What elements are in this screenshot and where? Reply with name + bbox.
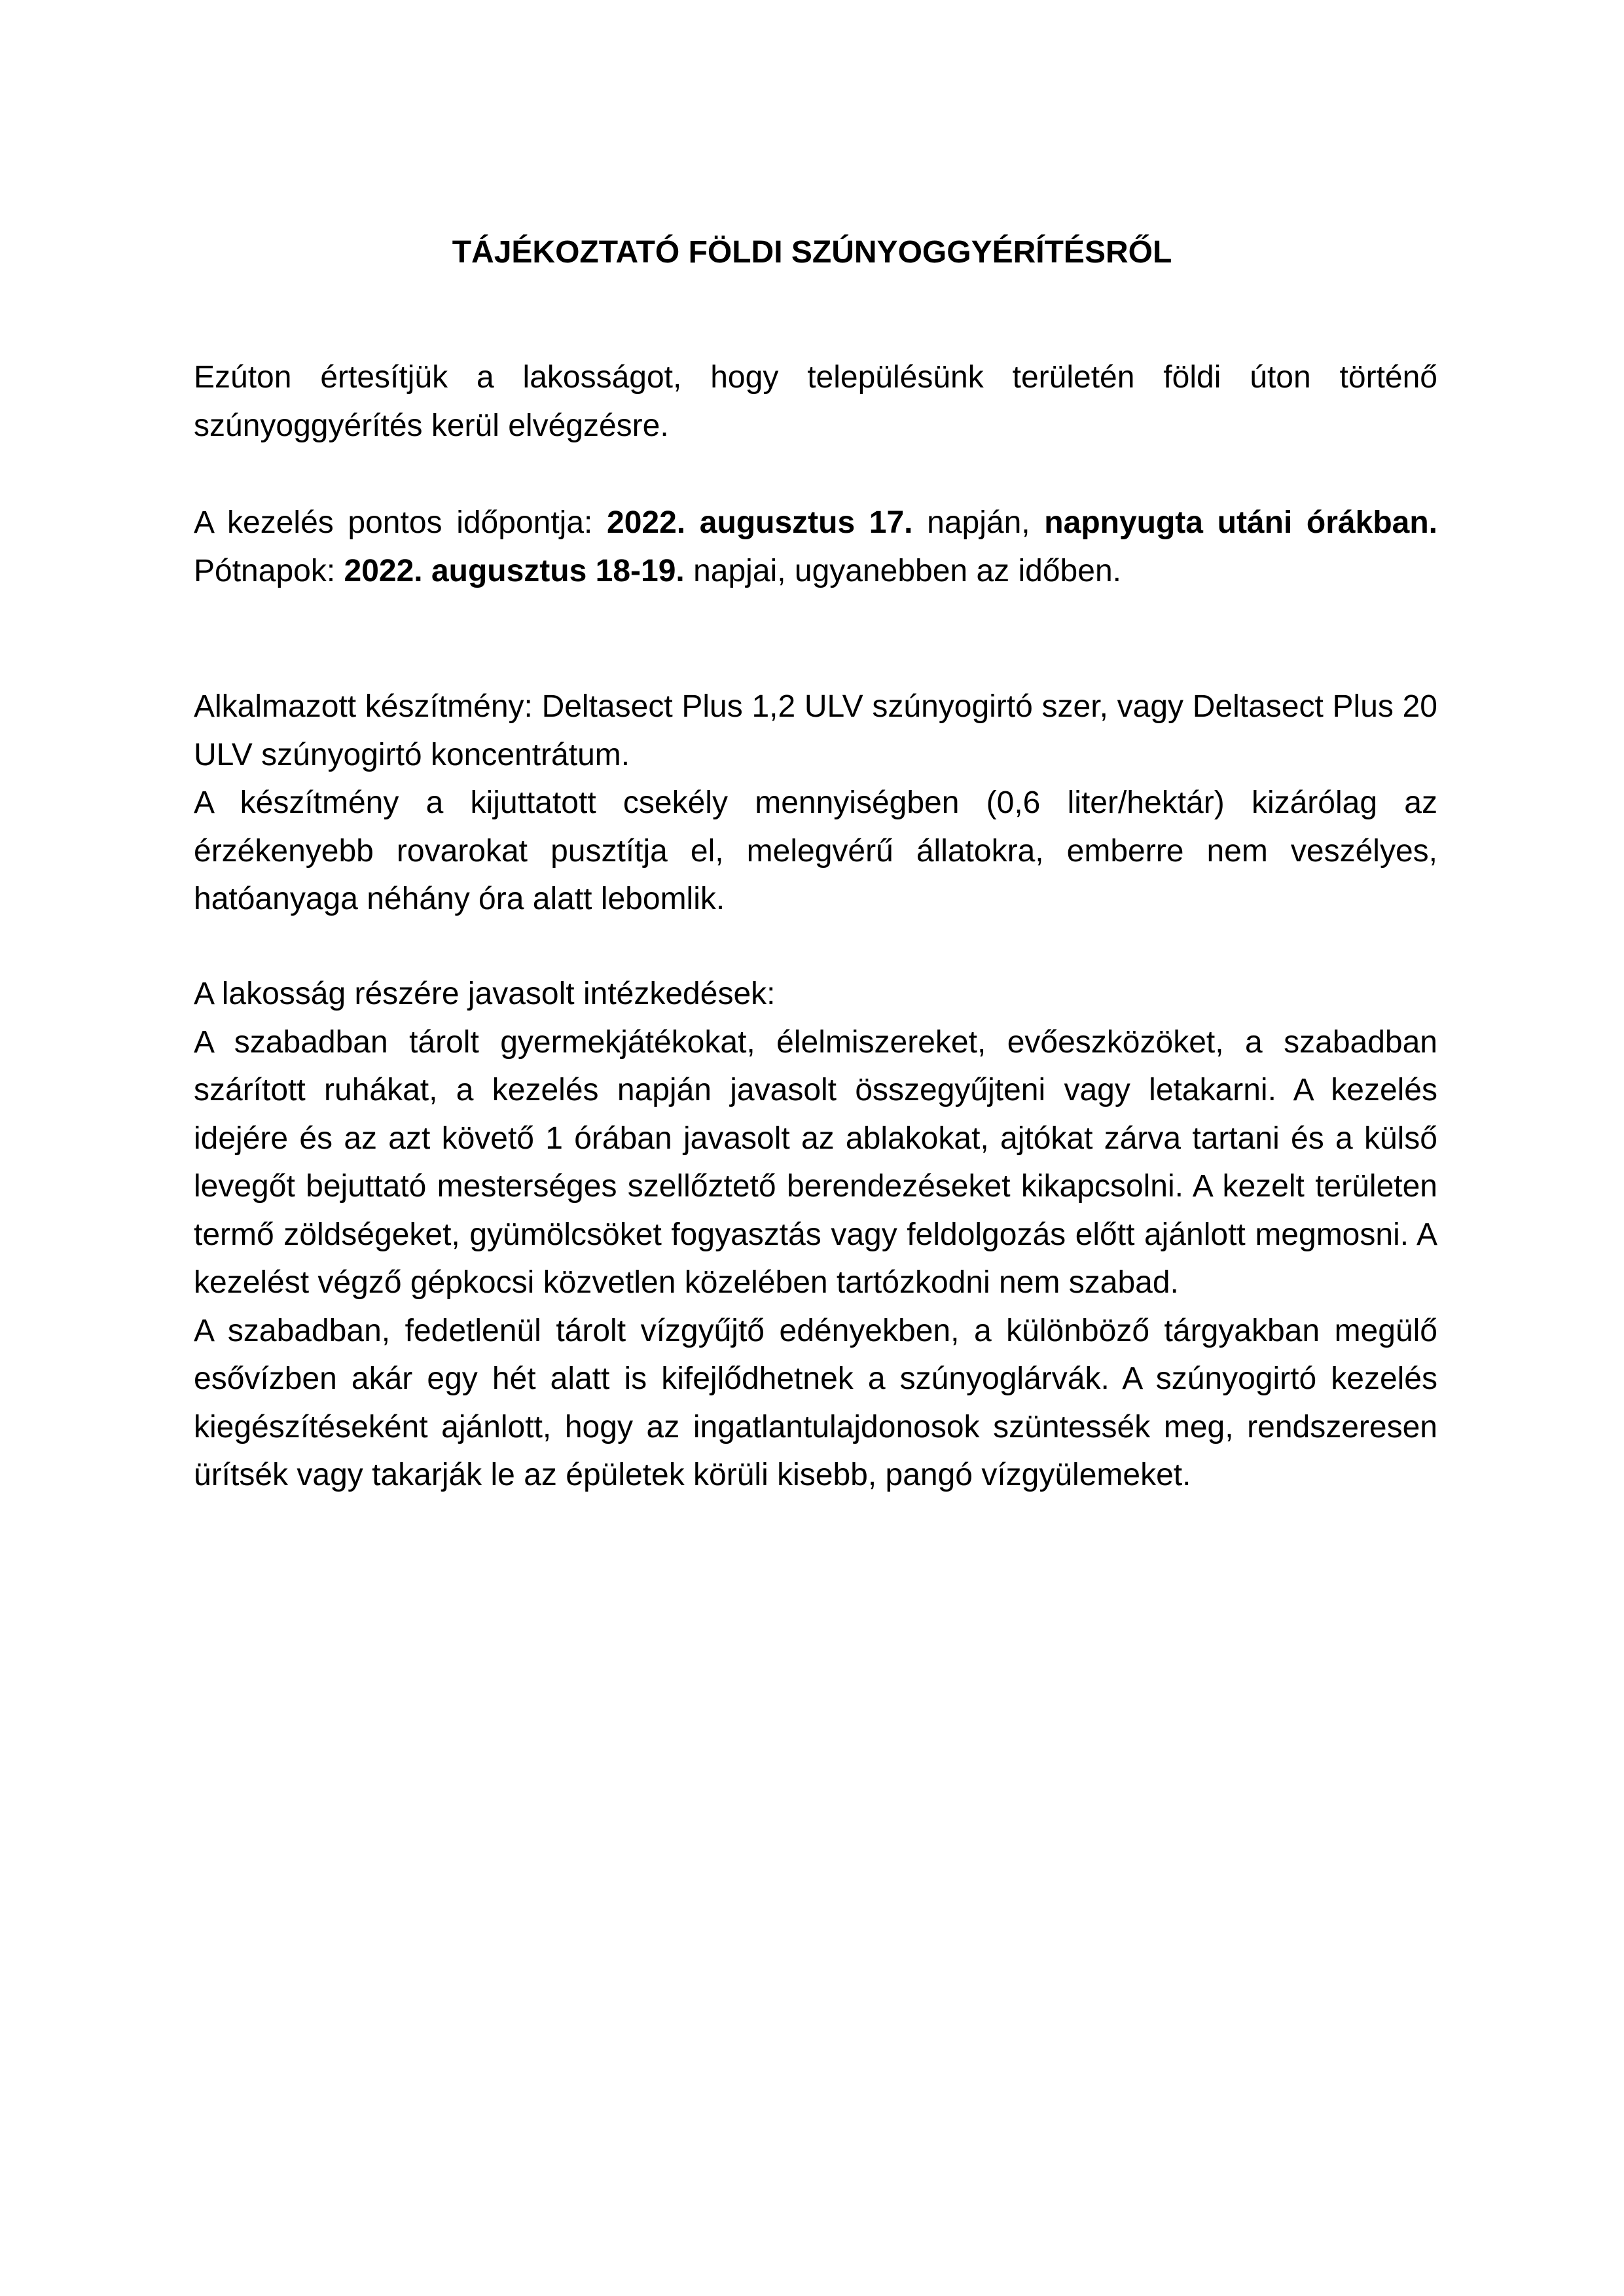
recommendations-paragraph-1: A szabadban tárolt gyermekjátékokat, élelmiszereket, evőeszközöket, a szabadban szárított ruhákat, a kezelés napján javasolt összegyűjteni vagy letakarni. A kezelés idejére és az azt követő 1 órában javasolt az ablakokat, ajtókat zárva tartani és a külső levegőt bejuttató mesterséges szellőztető berendezéseket kikapcsolni. A kezelt területen termő zöldségeket, gyümölcsöket fogyasztás vagy feldolgozás előtt ajánlott megmosni. A kezelést végző gépkocsi közvetlen közelében tartózkodni nem szabad. (194, 1024, 1437, 1300)
treatment-time: napnyugta utáni órákban. (1044, 505, 1437, 540)
schedule-label: A kezelés pontos időpontja: (194, 505, 607, 540)
product-paragraph: Alkalmazott készítmény: Deltasect Plus 1,2 ULV szúnyogirtó szer, vagy Deltasect Plus 20 ULV szúnyogirtó koncentrátum. (194, 689, 1437, 772)
recommendations-heading: A lakosság részére javasolt intézkedések: (194, 977, 776, 1011)
backup-dates: 2022. augusztus 18-19. (344, 553, 685, 588)
schedule-day-text: napján, (912, 505, 1045, 540)
recommendations-paragraph-2: A szabadban, fedetlenül tárolt vízgyűjtő edényekben, a különböző tárgyakban megülő esővízben akár egy hét alatt is kifejlődhetnek a szúnyoglárvák. A szúnyogirtó kezelés kiegészítéseként ajánlott, hogy az ingatlantulajdonosok szüntessék meg, rendszeresen ürítsék vagy takarják le az épületek körüli kisebb, pangó vízgyülemeket. (194, 1313, 1437, 1492)
backup-text: napjai, ugyanebben az időben. (684, 553, 1121, 588)
backup-label: Pótnapok: (194, 553, 344, 588)
schedule-section (194, 499, 1437, 595)
treatment-date: 2022. augusztus 17. (607, 505, 913, 540)
intro-paragraph: Ezúton értesítjük a lakosságot, hogy településünk területén földi úton történő szúnyoggyérítés kerül elvégzésre. (194, 360, 1437, 443)
intro-section (194, 353, 1437, 450)
document-title: TÁJÉKOZTATÓ FÖLDI SZÚNYOGGYÉRÍTÉSRŐL (452, 235, 1172, 270)
recommendations-section (194, 970, 1437, 1499)
schedule-paragraph (194, 499, 1437, 595)
product-section (194, 683, 1437, 924)
product-safety-paragraph: A készítmény a kijuttatott csekély mennyiségben (0,6 liter/hektár) kizárólag az érzékenyebb rovarokat pusztítja el, melegvérű állatokra, emberre nem veszélyes, hatóanyaga néhány óra alatt lebomlik. (194, 785, 1437, 916)
